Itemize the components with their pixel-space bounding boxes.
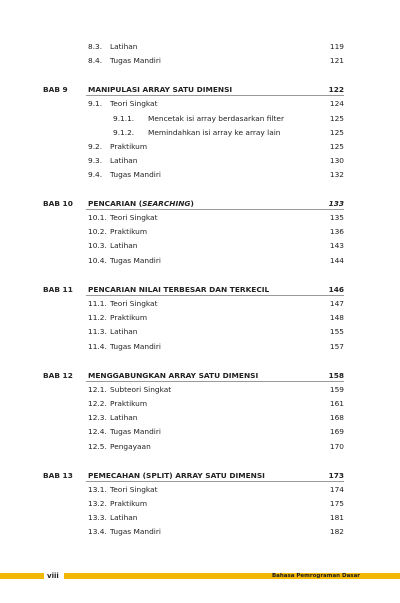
section-number: 11.3. (88, 327, 107, 336)
toc-section-entry (0, 41, 400, 53)
page-number: 161 (329, 399, 344, 408)
page-number: 125 (329, 142, 344, 151)
page-number: 144 (329, 256, 344, 265)
page-number: 125 (329, 128, 344, 137)
section-title: Teori Singkat (110, 299, 158, 308)
footer-book-title: Bahasa Pemrograman Dasar (271, 573, 360, 579)
toc-section-entry (0, 141, 400, 153)
section-number: 12.2. (88, 399, 107, 408)
section-number: 9.1.2. (113, 128, 135, 137)
page-number: 158 (328, 371, 344, 380)
toc-section-entry (0, 98, 400, 110)
section-number: 9.1. (88, 99, 103, 108)
toc-section-entry (0, 155, 400, 167)
section-title: Memindahkan isi array ke array lain (148, 128, 281, 137)
chapter-number: BAB 10 (43, 199, 73, 208)
section-title: Tugas Mandiri (110, 527, 161, 536)
section-number: 8.4. (88, 56, 103, 65)
section-title: Praktikum (110, 313, 148, 322)
section-number: 10.4. (88, 256, 107, 265)
toc-section-entry (0, 412, 400, 424)
section-number: 12.5. (88, 442, 107, 451)
section-number: 13.1. (88, 485, 107, 494)
section-title: Praktikum (110, 399, 148, 408)
page-number: 181 (329, 513, 344, 522)
page-number: 170 (329, 442, 344, 451)
section-title: Praktikum (110, 142, 148, 151)
section-number: 11.1. (88, 299, 107, 308)
toc-section-entry (0, 498, 400, 510)
section-number: 9.4. (88, 170, 103, 179)
page-number: 147 (329, 299, 344, 308)
section-title: Pengayaan (110, 442, 151, 451)
section-title: Teori Singkat (110, 485, 158, 494)
page-number: 130 (329, 156, 344, 165)
page-number: 155 (329, 327, 344, 336)
chapter-title: PENCARIAN (SEARCHING) (88, 199, 194, 208)
footer-accent-bar-left (0, 573, 44, 579)
toc-section-entry (0, 441, 400, 453)
section-number: 13.3. (88, 513, 107, 522)
chapter-divider-line (86, 209, 344, 210)
section-title: Latihan (110, 156, 138, 165)
section-number: 12.1. (88, 385, 107, 394)
chapter-divider-line (86, 295, 344, 296)
toc-section-entry (0, 169, 400, 181)
page-number: 124 (329, 99, 344, 108)
toc-section-entry (0, 55, 400, 67)
chapter-number: BAB 9 (43, 85, 68, 94)
page-number: 136 (329, 227, 344, 236)
page-number: 169 (329, 427, 344, 436)
section-number: 13.2. (88, 499, 107, 508)
section-title: Teori Singkat (110, 213, 158, 222)
section-number: 9.2. (88, 142, 103, 151)
section-number: 11.2. (88, 313, 107, 322)
page-number: 168 (329, 413, 344, 422)
chapter-title: MANIPULASI ARRAY SATU DIMENSI (88, 85, 233, 94)
section-title: Subteori Singkat (110, 385, 172, 394)
section-title: Tugas Mandiri (110, 427, 161, 436)
section-number: 10.1. (88, 213, 107, 222)
section-title: Latihan (110, 513, 138, 522)
toc-section-entry (0, 398, 400, 410)
toc-section-entry (0, 240, 400, 252)
chapter-divider-line (86, 481, 344, 482)
toc-section-entry (0, 326, 400, 338)
chapter-title: MENGGABUNGKAN ARRAY SATU DIMENSI (88, 371, 259, 380)
toc-section-entry (0, 226, 400, 238)
section-title: Tugas Mandiri (110, 342, 161, 351)
page-number: 135 (329, 213, 344, 222)
section-title: Tugas Mandiri (110, 56, 161, 65)
toc-section-entry (0, 484, 400, 496)
page-number: 132 (329, 170, 344, 179)
toc-section-entry (0, 212, 400, 224)
page-number: 146 (328, 285, 344, 294)
page-number: 125 (329, 114, 344, 123)
section-title: Praktikum (110, 499, 148, 508)
page-number: 173 (328, 471, 344, 480)
section-number: 11.4. (88, 342, 107, 351)
page-number: 122 (328, 85, 344, 94)
toc-section-entry (0, 127, 400, 139)
chapter-divider-line (86, 381, 344, 382)
page-number: 121 (329, 56, 344, 65)
page-number: 148 (329, 313, 344, 322)
section-title: Latihan (110, 413, 138, 422)
section-number: 10.2. (88, 227, 107, 236)
section-title: Tugas Mandiri (110, 256, 161, 265)
toc-section-entry (0, 512, 400, 524)
chapter-number: BAB 12 (43, 371, 73, 380)
chapter-title: PEMECAHAN (SPLIT) ARRAY SATU DIMENSI (88, 471, 265, 480)
section-title: Praktikum (110, 227, 148, 236)
page-number: 182 (329, 527, 344, 536)
section-number: 9.3. (88, 156, 103, 165)
section-title: Teori Singkat (110, 99, 158, 108)
toc-section-entry (0, 298, 400, 310)
section-number: 10.3. (88, 241, 107, 250)
section-number: 13.4. (88, 527, 107, 536)
toc-section-entry (0, 255, 400, 267)
section-number: 12.3. (88, 413, 107, 422)
toc-section-entry (0, 312, 400, 324)
section-title: Tugas Mandiri (110, 170, 161, 179)
page-footer (0, 571, 400, 581)
page-number: 174 (329, 485, 344, 494)
toc-section-entry (0, 341, 400, 353)
footer-page-number: viii (47, 572, 59, 580)
toc-section-entry (0, 526, 400, 538)
page-number: 133 (328, 199, 344, 208)
toc-section-entry (0, 384, 400, 396)
section-title: Latihan (110, 327, 138, 336)
chapter-divider-line (86, 95, 344, 96)
page-number: 157 (329, 342, 344, 351)
chapter-number: BAB 11 (43, 285, 73, 294)
section-title: Mencetak isi array berdasarkan filter (148, 114, 284, 123)
page-number: 159 (329, 385, 344, 394)
page-number: 143 (329, 241, 344, 250)
section-title: Latihan (110, 241, 138, 250)
toc-section-entry (0, 113, 400, 125)
toc-section-entry (0, 426, 400, 438)
section-number: 12.4. (88, 427, 107, 436)
chapter-number: BAB 13 (43, 471, 73, 480)
section-number: 8.3. (88, 42, 103, 51)
page-number: 119 (329, 42, 344, 51)
page-number: 175 (329, 499, 344, 508)
section-number: 9.1.1. (113, 114, 135, 123)
section-title: Latihan (110, 42, 138, 51)
chapter-title: PENCARIAN NILAI TERBESAR DAN TERKECIL (88, 285, 270, 294)
